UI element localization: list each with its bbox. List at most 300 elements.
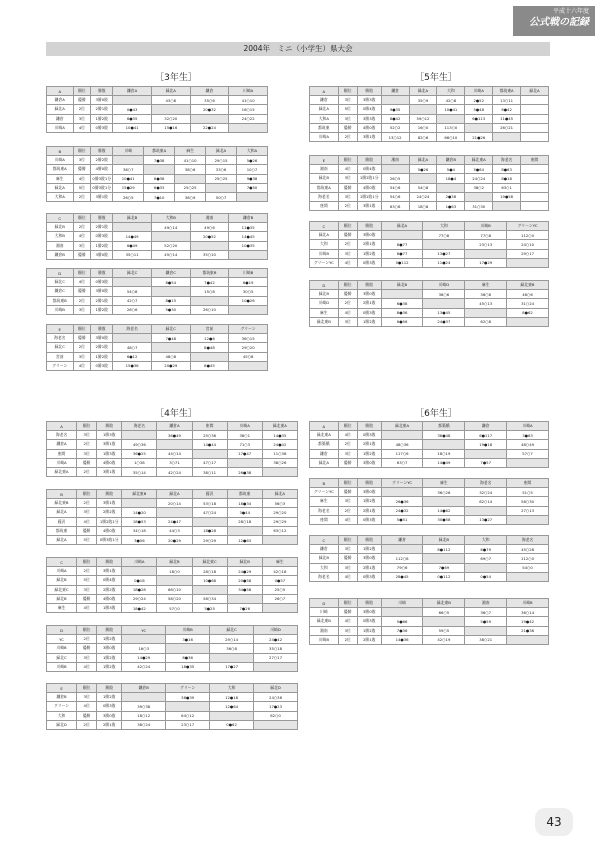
table-cell: 7●10: [144, 192, 175, 201]
table-cell: 25○5: [262, 585, 297, 594]
table-cell: 4勝0敗: [91, 165, 113, 174]
table-cell: 3勝3敗: [357, 96, 381, 105]
table-cell: 3●63: [507, 431, 549, 440]
table-row: [310, 114, 549, 123]
table-cell: 優勝: [77, 711, 97, 720]
header-cell: 宮前: [190, 325, 229, 334]
table-cell: 緑北B: [47, 223, 74, 232]
table-cell: [192, 585, 227, 594]
table-cell: [151, 232, 190, 241]
table-cell: 麻生: [310, 497, 339, 506]
header-cell: 緑北東A: [262, 422, 297, 431]
table-row: [310, 497, 549, 506]
table-cell: 4位: [338, 572, 357, 581]
table-cell: 緑北A: [47, 183, 74, 192]
header-cell: 順位: [77, 684, 97, 693]
table-cell: 都筑東: [47, 526, 77, 535]
table-cell: 10●68: [192, 576, 227, 585]
table-cell: 3勝0敗: [357, 290, 381, 299]
table-cell: 川崎A: [310, 132, 339, 141]
table-cell: 3位: [338, 174, 357, 183]
table-row: [47, 440, 298, 449]
table-cell: 15●29: [113, 183, 144, 192]
table-cell: 0勝3敗: [91, 232, 113, 241]
table-cell: 71○3: [227, 440, 262, 449]
table-cell: 12●18: [210, 693, 254, 702]
table-cell: [423, 554, 465, 563]
header-cell: 順位: [77, 490, 97, 499]
table-cell: 川崎A: [47, 567, 77, 576]
table-row: [47, 156, 268, 165]
table-cell: [381, 231, 423, 240]
table-cell: 13●27: [465, 515, 507, 524]
table-cell: 5●64: [465, 165, 493, 174]
table-cell: 緑北C: [47, 343, 74, 352]
header-cell: 鎌倉B: [437, 156, 465, 165]
table-cell: 0勝3敗1分: [91, 174, 113, 183]
table-cell: 38○1: [227, 431, 262, 440]
table-cell: 19●42: [507, 617, 549, 626]
header-cell: 川崎B: [166, 626, 210, 635]
table-cell: 0勝3敗: [357, 515, 381, 524]
table-cell: 54○8: [113, 287, 152, 296]
header-cell: 大和B: [151, 214, 190, 223]
table-cell: 14●49: [113, 232, 152, 241]
header-cell: D: [310, 281, 339, 290]
table-cell: 22●24: [190, 123, 229, 132]
table-row: [310, 201, 549, 210]
table-cell: 25○25: [206, 174, 237, 183]
table-cell: グリーン: [47, 361, 74, 370]
table-cell: 6●12: [113, 352, 152, 361]
table-cell: 6●38: [144, 174, 175, 183]
result-table: [309, 280, 549, 327]
table-cell: 4位: [77, 517, 97, 526]
table-cell: 52○2: [381, 123, 409, 132]
table-cell: 44○14: [157, 449, 192, 458]
header-cell: B: [47, 147, 74, 156]
table-cell: 3位: [73, 352, 91, 361]
table-cell: 18●28: [192, 526, 227, 535]
table-cell: [166, 702, 210, 711]
header-cell: A: [47, 422, 77, 431]
table-cell: 29○29: [192, 535, 227, 544]
table-cell: 36●48: [423, 431, 465, 440]
table-header-row: [310, 479, 549, 488]
header-cell: 座間: [521, 156, 549, 165]
table-cell: 69○7: [465, 554, 507, 563]
table-cell: グリーンYC: [310, 258, 339, 267]
table-cell: [381, 545, 423, 554]
table-cell: 海老名: [310, 192, 339, 201]
header-cell: 順位: [77, 558, 97, 567]
table-cell: 座間: [310, 515, 339, 524]
table-cell: 45○8: [229, 352, 268, 361]
table-cell: [113, 334, 152, 343]
table-cell: [113, 96, 152, 105]
table-cell: [465, 308, 507, 317]
table-row: [47, 508, 298, 517]
table-cell: 48○36: [381, 440, 423, 449]
table-cell: 緑北A: [310, 105, 339, 114]
table-cell: 24○22: [229, 114, 268, 123]
table-cell: 3勝1敗: [97, 440, 122, 449]
table-cell: [122, 693, 166, 702]
table-cell: 1勝2敗: [357, 545, 381, 554]
table-cell: 14●29: [122, 653, 166, 662]
table-row: [310, 545, 549, 554]
table-cell: 42○18: [262, 567, 297, 576]
yearbook-logo: [513, 6, 595, 36]
header-cell: A: [310, 422, 339, 431]
table-cell: 28●45: [381, 572, 423, 581]
table-cell: 大和: [310, 240, 339, 249]
table-cell: 38○21: [465, 635, 507, 644]
header-cell: グリーン: [229, 325, 268, 334]
table-cell: 15○8: [190, 287, 229, 296]
table-cell: 77○8: [423, 231, 465, 240]
table-cell: [409, 105, 437, 114]
table-cell: 緑北B: [47, 594, 77, 603]
table-cell: 42○8: [437, 96, 465, 105]
header-cell: YC: [122, 626, 166, 635]
table-row: [310, 105, 549, 114]
table-cell: 優勝: [338, 608, 357, 617]
table-cell: 47○24: [192, 508, 227, 517]
table-cell: 58○34: [192, 594, 227, 603]
table-cell: 都筑東A: [310, 183, 339, 192]
table-cell: 2勝2敗: [91, 156, 113, 165]
header-cell: 麻生: [423, 479, 465, 488]
table-cell: [521, 165, 549, 174]
header-cell: 緑北東B: [423, 599, 465, 608]
header-cell: 大和: [465, 536, 507, 545]
table-row: [47, 576, 298, 585]
table-row: [47, 183, 268, 192]
table-cell: 11●35: [229, 223, 268, 232]
table-cell: 6●117: [465, 431, 507, 440]
table-cell: 座間: [310, 201, 339, 210]
table-cell: 0●43: [113, 105, 152, 114]
table-row: [47, 567, 298, 576]
table-cell: 9●38: [237, 174, 268, 183]
table-cell: 2位: [73, 223, 91, 232]
result-table: [46, 683, 298, 730]
grade-title: ［4年生］: [155, 409, 197, 419]
table-cell: [157, 508, 192, 517]
table-cell: 都築橋: [310, 440, 339, 449]
table-cell: 19●18: [465, 440, 507, 449]
table-cell: 鎌倉B: [47, 250, 74, 259]
table-cell: 2勝2敗: [97, 508, 122, 517]
table-cell: 18○12: [122, 711, 166, 720]
table-cell: 28○18: [192, 567, 227, 576]
table-cell: 20●32: [190, 105, 229, 114]
table-cell: 10●41: [437, 105, 465, 114]
header-cell: 緑北A: [206, 147, 237, 156]
table-cell: 43○8: [151, 96, 190, 105]
table-cell: [521, 123, 549, 132]
table-cell: 優勝: [73, 334, 91, 343]
table-cell: 1勝3敗: [97, 431, 122, 440]
table-cell: 45○28: [507, 545, 549, 554]
table-cell: 2位: [338, 506, 357, 515]
table-cell: 5●30: [151, 305, 190, 314]
table-cell: 38○11: [192, 467, 227, 476]
table-cell: 3○71: [157, 458, 192, 467]
table-cell: 5位: [77, 576, 97, 585]
header-cell: 鎌倉: [381, 536, 423, 545]
table-cell: 3位: [338, 114, 357, 123]
header-cell: 川崎: [113, 147, 144, 156]
table-cell: 38○2: [465, 183, 493, 192]
table-cell: 14●45: [229, 232, 268, 241]
table-cell: 3位: [73, 305, 91, 314]
table-cell: 13●45: [423, 308, 465, 317]
table-cell: 4位: [73, 123, 91, 132]
table-cell: 鎌倉: [310, 449, 339, 458]
table-cell: 3勝0敗: [357, 231, 381, 240]
header-cell: グリーン: [166, 684, 210, 693]
table-cell: 2位: [77, 440, 97, 449]
table-cell: [437, 114, 465, 123]
table-cell: 14●20: [122, 508, 157, 517]
header-cell: 湘南: [465, 599, 507, 608]
header-cell: 湘南: [190, 214, 229, 223]
table-cell: 優勝: [338, 183, 357, 192]
table-row: [310, 240, 549, 249]
table-row: [47, 241, 268, 250]
table-cell: 20●29: [151, 361, 190, 370]
table-cell: 川崎: [310, 608, 339, 617]
header-cell: E: [310, 156, 339, 165]
table-cell: 18○0: [157, 567, 192, 576]
table-cell: 鎌倉A: [47, 96, 74, 105]
table-cell: 7●48: [151, 334, 190, 343]
table-cell: [521, 105, 549, 114]
table-cell: 10●35: [229, 241, 268, 250]
table-cell: 川崎D: [310, 299, 339, 308]
table-cell: [113, 156, 144, 165]
table-cell: 13○12: [381, 132, 409, 141]
table-cell: [190, 352, 229, 361]
table-cell: 0●112: [381, 258, 423, 267]
table-cell: 47○17: [192, 458, 227, 467]
header-cell: 勝敗: [357, 281, 381, 290]
table-cell: 45○13: [465, 299, 507, 308]
table-cell: 35○6: [190, 96, 229, 105]
header-cell: B: [47, 490, 77, 499]
table-cell: 20●58: [227, 576, 262, 585]
table-header-row: [47, 269, 268, 278]
table-cell: [423, 240, 465, 249]
table-cell: 麻生: [47, 174, 74, 183]
table-cell: 緑北A: [310, 458, 339, 467]
table-cell: 3位: [338, 192, 357, 201]
table-cell: [210, 653, 254, 662]
table-cell: 4位: [73, 174, 91, 183]
table-header-row: [47, 87, 268, 96]
table-row: [47, 114, 268, 123]
table-cell: 36○8: [210, 644, 254, 653]
table-cell: 大和: [47, 711, 77, 720]
table-cell: 32○20: [151, 114, 190, 123]
table-cell: [493, 201, 521, 210]
header-cell: 勝敗: [91, 214, 113, 223]
table-cell: 17●47: [227, 449, 262, 458]
table-cell: 42○7: [113, 296, 152, 305]
table-cell: 4勝0敗: [97, 594, 122, 603]
header-cell: 順位: [338, 222, 357, 231]
table-row: [47, 720, 298, 729]
table-row: [47, 334, 268, 343]
header-cell: B: [310, 479, 339, 488]
table-row: [47, 352, 268, 361]
table-row: [47, 278, 268, 287]
header-cell: 都筑東A: [144, 147, 175, 156]
table-cell: 4位: [338, 165, 357, 174]
header-cell: 順位: [338, 479, 357, 488]
table-cell: 3位: [73, 156, 91, 165]
table-cell: 26○5: [113, 192, 144, 201]
table-cell: 48○7: [113, 343, 152, 352]
table-cell: [192, 449, 227, 458]
table-row: [47, 585, 298, 594]
table-row: [47, 499, 298, 508]
table-cell: 3位: [73, 241, 91, 250]
table-row: [310, 174, 549, 183]
result-table: [309, 221, 549, 268]
header-cell: 海老名: [122, 422, 157, 431]
table-cell: 20●52: [190, 232, 229, 241]
table-row: [310, 431, 549, 440]
table-cell: 4位: [73, 361, 91, 370]
table-cell: 38○26: [262, 458, 297, 467]
result-table: [309, 478, 549, 525]
table-cell: [465, 192, 493, 201]
table-cell: [262, 467, 297, 476]
header-cell: 緑北B: [157, 558, 192, 567]
table-cell: 4勝0敗: [357, 123, 381, 132]
table-cell: 4位: [73, 278, 91, 287]
header-cell: C: [310, 222, 339, 231]
table-cell: [381, 290, 423, 299]
table-cell: 2勝1敗: [97, 720, 122, 729]
table-cell: 2位: [77, 720, 97, 729]
table-cell: 44○3: [157, 526, 192, 535]
header-cell: 緑北A: [262, 490, 297, 499]
table-cell: 29○14: [210, 635, 254, 644]
table-cell: 4位: [73, 232, 91, 241]
header-cell: 緑北A: [409, 156, 437, 165]
table-cell: 5●25: [192, 603, 227, 612]
header-cell: 緑北A: [409, 87, 437, 96]
table-cell: 16○15: [229, 105, 268, 114]
header-cell: 順位: [77, 626, 97, 635]
table-cell: [157, 576, 192, 585]
table-cell: 10●41: [113, 123, 152, 132]
table-row: [310, 488, 549, 497]
header-cell: 順位: [338, 281, 357, 290]
table-cell: [465, 563, 507, 572]
table-cell: [227, 458, 262, 467]
header-cell: 都筑東A: [493, 87, 521, 96]
table-cell: 3勝0敗: [91, 250, 113, 259]
table-cell: 湘南: [47, 241, 74, 250]
header-cell: 鎌倉A: [113, 87, 152, 96]
table-row: [310, 299, 549, 308]
table-cell: 優勝: [77, 526, 97, 535]
table-cell: 58○30: [507, 497, 549, 506]
table-cell: 8●15: [151, 296, 190, 305]
table-row: [47, 296, 268, 305]
table-cell: 4位: [338, 431, 357, 440]
table-cell: 66○5: [423, 608, 465, 617]
table-cell: 1勝2敗: [91, 352, 113, 361]
header-cell: 勝敗: [357, 87, 381, 96]
table-cell: 優勝: [338, 123, 357, 132]
table-cell: [262, 603, 297, 612]
table-cell: [122, 567, 157, 576]
table-cell: [175, 174, 206, 183]
table-cell: 1勝2敗: [357, 626, 381, 635]
table-cell: 2勝1敗: [357, 240, 381, 249]
table-row: [47, 223, 268, 232]
header-cell: 緑北C: [210, 626, 254, 635]
table-cell: 35○11: [113, 250, 152, 259]
table-row: [47, 644, 298, 653]
table-cell: 3●44: [227, 508, 262, 517]
table-cell: 7●26: [227, 603, 262, 612]
header-cell: 勝敗: [97, 422, 122, 431]
header-cell: 勝敗: [97, 490, 122, 499]
header-cell: 勝敗: [91, 147, 113, 156]
table-cell: 鎌倉C: [47, 287, 74, 296]
table-cell: 18●34: [227, 499, 262, 508]
table-row: [310, 317, 549, 326]
table-cell: 優勝: [338, 554, 357, 563]
table-cell: 緑北A: [47, 508, 77, 517]
table-cell: 3位: [77, 653, 97, 662]
table-cell: 24●32: [381, 506, 423, 515]
table-row: [47, 517, 298, 526]
table-cell: 1勝2敗: [97, 693, 122, 702]
table-cell: 26○21: [493, 123, 521, 132]
table-header-row: [310, 536, 549, 545]
header-cell: D: [47, 626, 77, 635]
table-cell: 2勝1敗: [357, 506, 381, 515]
table-cell: 27○13: [507, 506, 549, 515]
table-cell: 79○6: [381, 563, 423, 572]
table-cell: [521, 201, 549, 210]
header-cell: 川崎B: [465, 222, 507, 231]
table-cell: 23○13: [465, 240, 507, 249]
header-cell: A: [310, 87, 339, 96]
table-cell: 15●36: [113, 361, 152, 370]
table-cell: 0勝3敗: [97, 702, 122, 711]
table-cell: 112○0: [507, 231, 549, 240]
table-cell: 鎌倉: [310, 96, 339, 105]
header-cell: 湘南: [381, 156, 409, 165]
table-cell: 湘南: [310, 626, 339, 635]
table-cell: 1勝2敗: [91, 241, 113, 250]
result-table: [46, 324, 268, 371]
table-cell: 0勝3敗: [357, 572, 381, 581]
table-cell: 麻生: [47, 603, 77, 612]
table-cell: 11●45: [493, 114, 521, 123]
table-cell: 9●35: [381, 105, 409, 114]
table-cell: 2勝1敗: [357, 299, 381, 308]
